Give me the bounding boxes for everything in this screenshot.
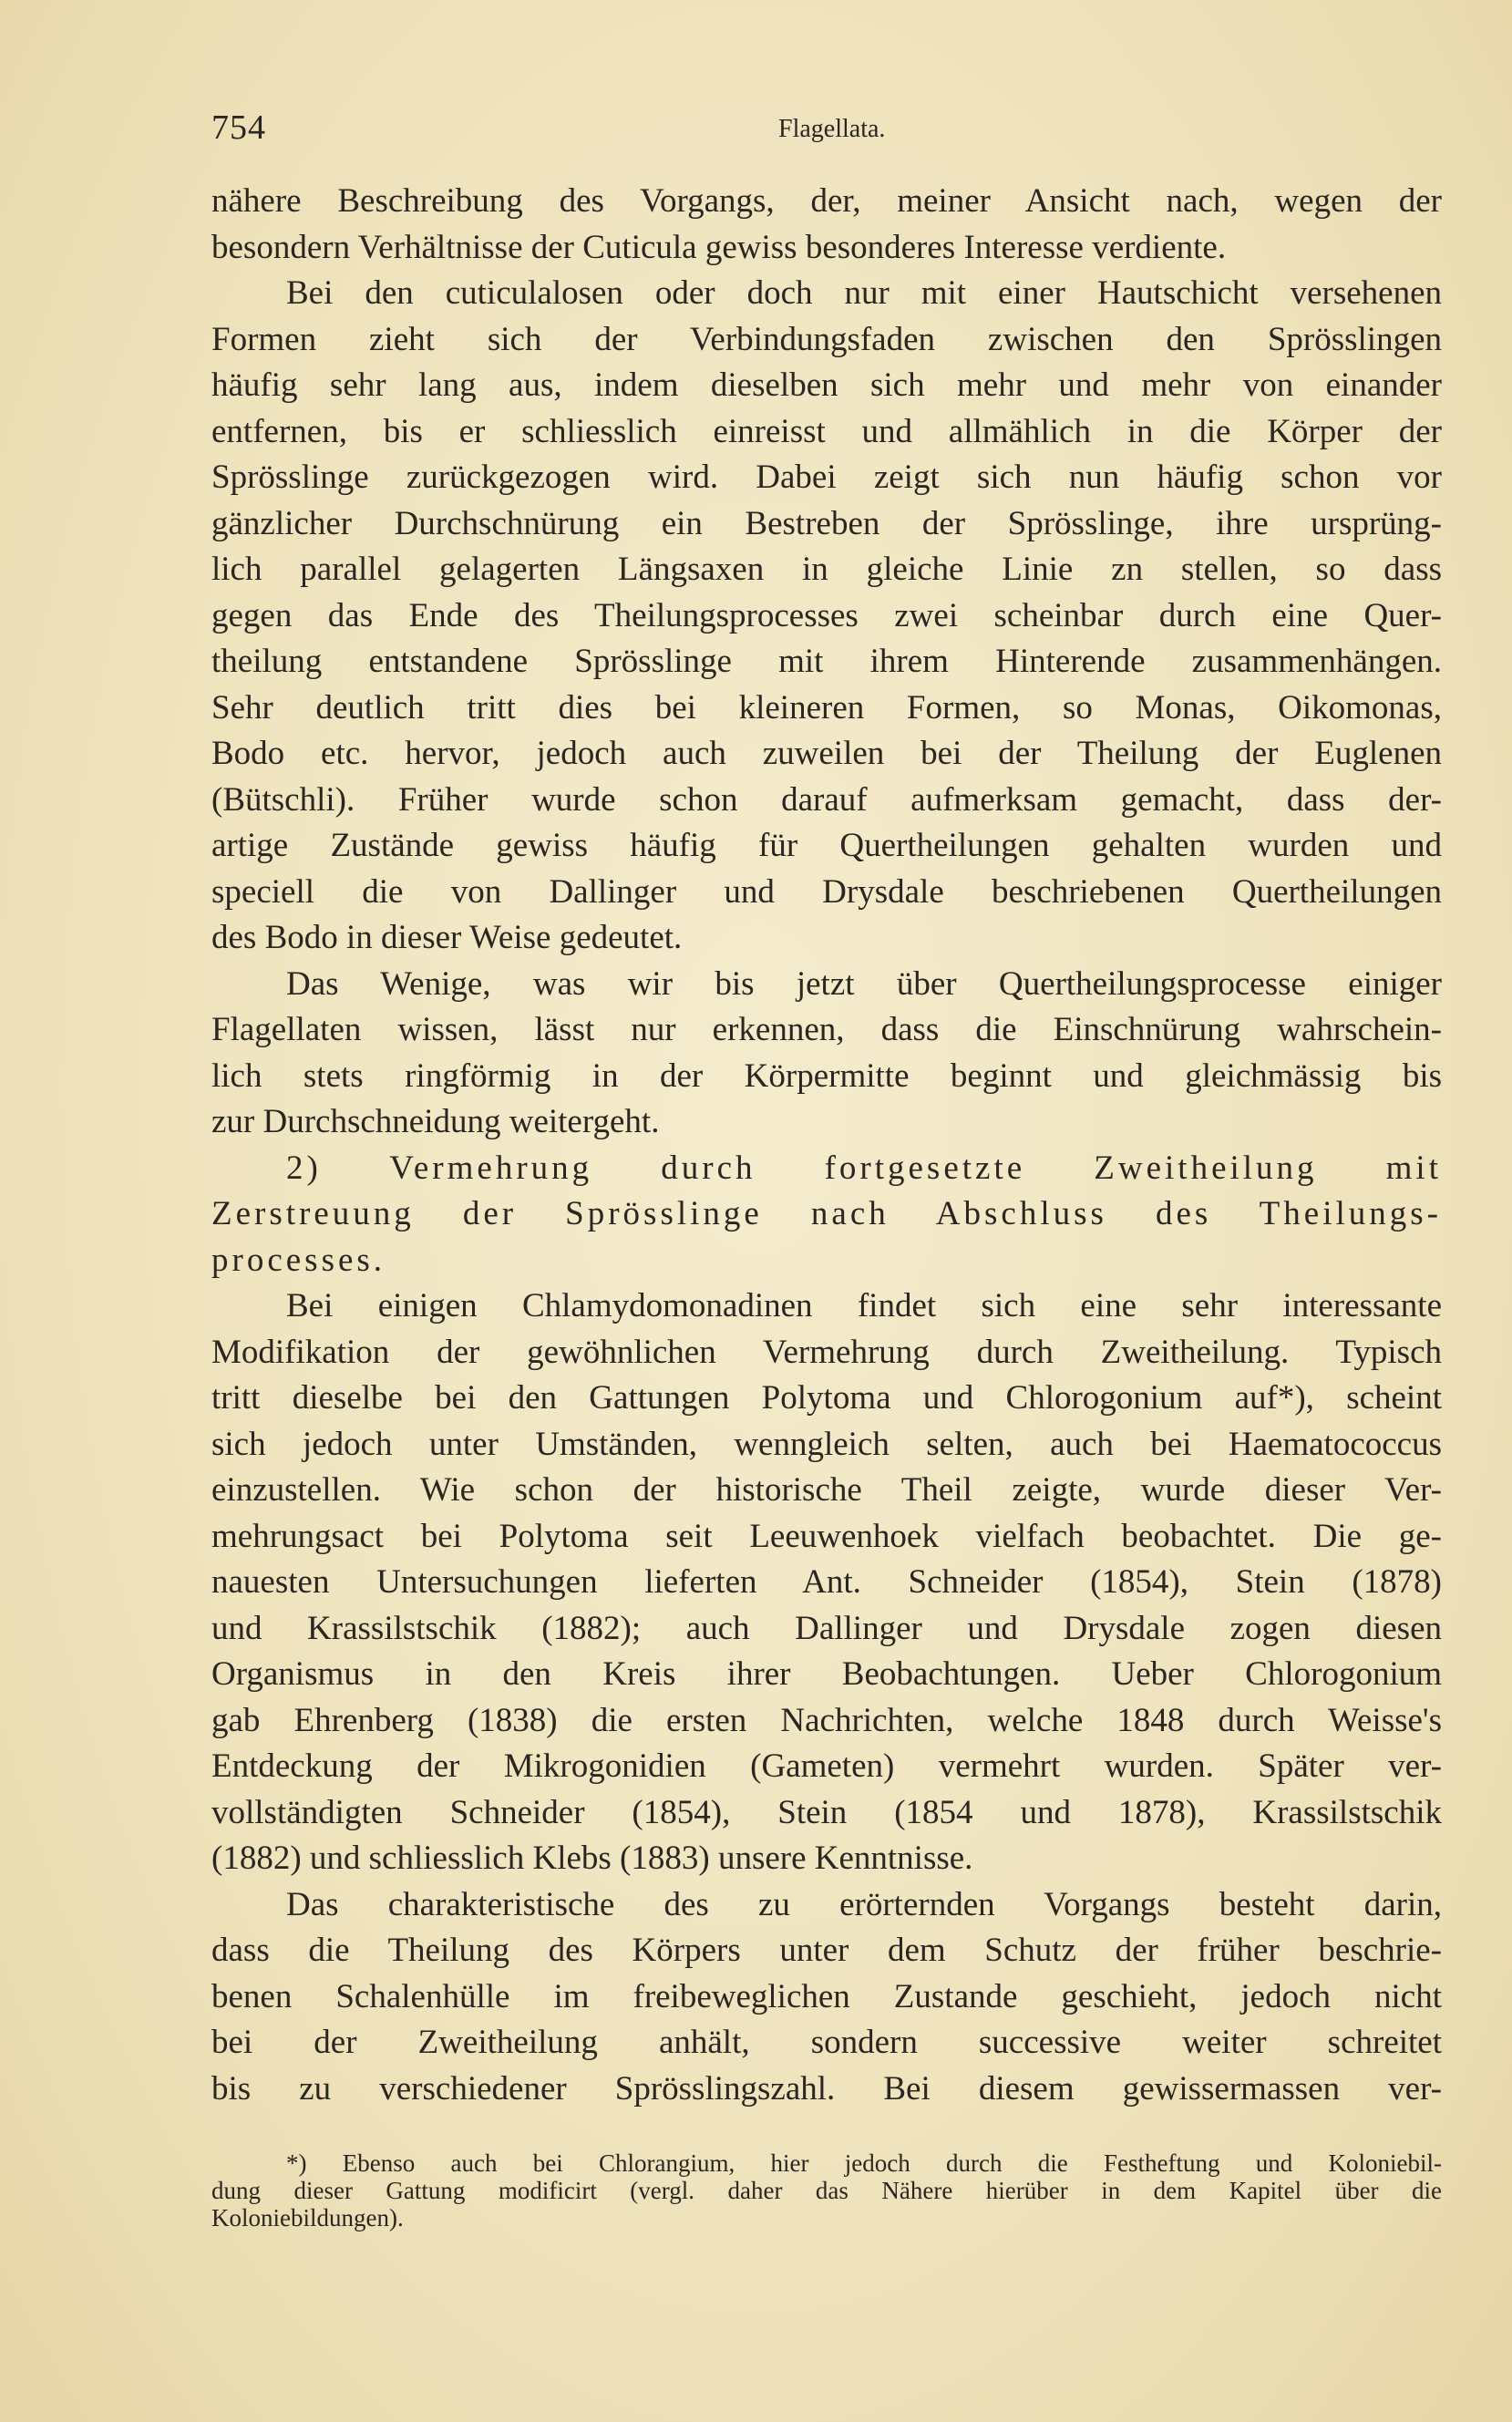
text-line: vollständigten Schneider (1854), Stein (1854 und 1878), Krassilstschik xyxy=(211,1793,1442,1831)
text-line: benen Schalenhülle im freibeweglichen Zustande geschieht, jedoch nicht xyxy=(211,1977,1442,2015)
footnote-line: *) Ebenso auch bei Chlorangium, hier jedoch durch die Festheftung und Koloniebil- xyxy=(286,2149,1442,2177)
text-line: bis zu verschiedener Sprösslingszahl. Bei diesem gewissermassen ver- xyxy=(211,2069,1442,2108)
text-line: gab Ehrenberg (1838) die ersten Nachrichten, welche 1848 durch Weisse's xyxy=(211,1701,1442,1739)
page-header xyxy=(211,108,1442,162)
footnote xyxy=(211,2149,1442,2231)
text-line: (Bütschli). Früher wurde schon darauf aufmerksam gemacht, dass der- xyxy=(211,780,1442,819)
text-line: nauesten Untersuchungen lieferten Ant. Schneider (1854), Stein (1878) xyxy=(211,1563,1442,1601)
section-heading-line: 2) Vermehrung durch fortgesetzte Zweitheilung mit xyxy=(286,1149,1442,1187)
text-line: theilung entstandene Sprösslinge mit ihrem Hinterende zusammenhängen. xyxy=(211,643,1442,680)
text-line: Bodo etc. hervor, jedoch auch zuweilen bei der Theilung der Euglenen xyxy=(211,735,1442,772)
text-line: sich jedoch unter Umständen, wenngleich selten, auch bei Haematococcus xyxy=(211,1425,1442,1463)
text-line: lich parallel gelagerten Längsaxen in gleiche Linie zn stellen, so dass xyxy=(211,551,1442,588)
section-heading-line: processes. xyxy=(211,1241,386,1279)
text-line: Formen zieht sich der Verbindungsfaden zwischen den Sprösslingen xyxy=(211,320,1442,358)
text-line: Modifikation der gewöhnlichen Vermehrung durch Zweitheilung. Typisch xyxy=(211,1333,1442,1371)
text-line: Entdeckung der Mikrogonidien (Gameten) vermehrt wurden. Später ver- xyxy=(211,1747,1442,1785)
text-line: lich stets ringförmig in der Körpermitte beginnt und gleichmässig bis xyxy=(211,1056,1442,1095)
text-line: Organismus in den Kreis ihrer Beobachtungen. Ueber Chlorogonium xyxy=(211,1655,1442,1693)
text-line: entfernen, bis er schliesslich einreisst und allmählich in die Körper der xyxy=(211,412,1442,450)
text-line: Sprösslinge zurückgezogen wird. Dabei zeigt sich nun häufig schon vor xyxy=(211,459,1442,496)
text-line: bei der Zweitheilung anhält, sondern successive weiter schreitet xyxy=(211,2024,1442,2061)
text-line: Das Wenige, was wir bis jetzt über Quertheilungsprocesse einiger xyxy=(286,964,1442,1003)
text-line: Sehr deutlich tritt dies bei kleineren Formen, so Monas, Oikomonas, xyxy=(211,688,1442,727)
text-line: gänzlicher Durchschnürung ein Bestreben der Sprösslinge, ihre ursprüng- xyxy=(211,504,1442,542)
section-heading-line: Zerstreuung der Sprösslinge nach Abschluss des Theilungs- xyxy=(211,1195,1442,1232)
text-line: nähere Beschreibung des Vorgangs, der, meiner Ansicht nach, wegen der xyxy=(211,182,1442,220)
text-line: Das charakteristische des zu erörternden Vorgangs besteht darin, xyxy=(286,1885,1442,1923)
text-line: Bei den cuticulalosen oder doch nur mit einer Hautschicht versehenen xyxy=(286,274,1442,312)
text-line: und Krassilstschik (1882); auch Dallinger und Drysdale zogen diesen xyxy=(211,1609,1442,1647)
page-number: 754 xyxy=(211,108,266,147)
text-line: Bei einigen Chlamydomonadinen findet sich eine sehr interessante xyxy=(286,1287,1442,1324)
text-line: häufig sehr lang aus, indem dieselben sich mehr und mehr von einander xyxy=(211,366,1442,404)
text-line: (1882) und schliesslich Klebs (1883) unsere Kenntnisse. xyxy=(211,1840,973,1877)
footnote-line: dung dieser Gattung modificirt (vergl. daher das Nähere hierüber in dem Kapitel über die xyxy=(211,2177,1442,2204)
text-line: mehrungsact bei Polytoma seit Leeuwenhoek vielfach beobachtet. Die ge- xyxy=(211,1517,1442,1555)
text-line: zur Durchschneidung weitergeht. xyxy=(211,1103,660,1140)
text-line: gegen das Ende des Theilungsprocesses zwei scheinbar durch eine Quer- xyxy=(211,596,1442,634)
text-line: besondern Verhältnisse der Cuticula gewiss besonderes Interesse verdiente. xyxy=(211,228,1227,266)
text-line: tritt dieselbe bei den Gattungen Polytoma und Chlorogonium auf*), scheint xyxy=(211,1379,1442,1417)
text-line: artige Zustände gewiss häufig für Quertheilungen gehalten wurden und xyxy=(211,827,1442,864)
text-line: einzustellen. Wie schon der historische Theil zeigte, wurde dieser Ver- xyxy=(211,1471,1442,1509)
text-line: dass die Theilung des Körpers unter dem Schutz der früher beschrie- xyxy=(211,1932,1442,1969)
running-head: Flagellata. xyxy=(778,115,886,143)
text-line: speciell die von Dallinger und Drysdale beschriebenen Quertheilungen xyxy=(211,872,1442,911)
text-line: Flagellaten wissen, lässt nur erkennen, dass die Einschnürung wahrschein- xyxy=(211,1011,1442,1048)
text-line: des Bodo in dieser Weise gedeutet. xyxy=(211,919,683,956)
footnote-line: Koloniebildungen). xyxy=(211,2204,404,2231)
body-text xyxy=(211,179,1442,2112)
